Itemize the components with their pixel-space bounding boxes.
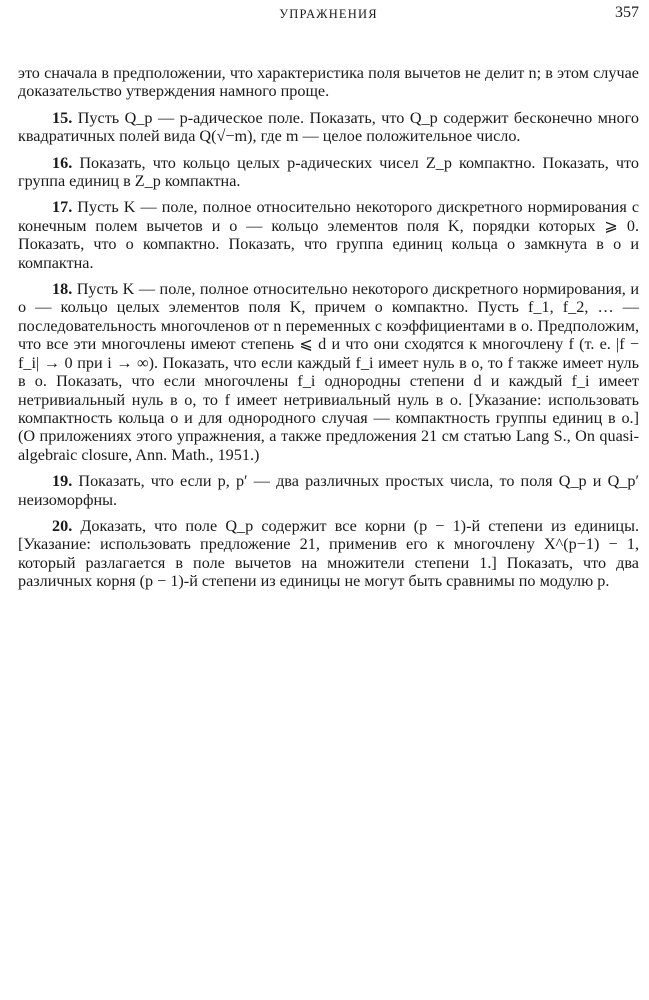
exercise-number: 20. bbox=[52, 516, 73, 535]
exercise-number: 15. bbox=[52, 108, 73, 127]
page-body bbox=[18, 64, 639, 599]
exercise-number: 18. bbox=[52, 280, 73, 299]
exercise-number: 16. bbox=[52, 153, 73, 172]
exercise-20 bbox=[18, 517, 639, 591]
exercise-text: Доказать, что поле Q_p содержит все корни (p − 1)-й степени из единицы. [Указание: использовать предложение 21, применив его к многочлену X^(p−1) − 1, который разлагается в поле вычетов на множители степени 1.] Показать, что два различных корня (p − 1)-й степени из единицы не могут быть сравнимы по модулю p. bbox=[18, 516, 639, 591]
exercise-text: Пусть K — поле, полное относительно некоторого дискретного нормирования, и о — кольцо целых элементов поля K, причем о компактно. Пусть f_1, f_2, … — последовательность многочленов от n переменных с коэффициентами в о. Предположим, что все эти многочлены имеют степень ⩽ d и что они сходятся к многочлену f (т. е. |f − f_i| → 0 при i → ∞). Показать, что если каждый f_i имеет нуль в о, то f также имеет нуль в о. Показать, что если многочлены f_i однородны степени d и каждый f_i имеет нетривиальный нуль в о, то f имеет нетривиальный нуль в о. [Указание: использовать компактность кольца о и для однородного случая — компактность группы единиц в о.] (О приложениях этого упражнения, а также предложения 21 см статью Lang S., On quasi-algebraic closure, Ann. Math., 1951.) bbox=[18, 280, 639, 464]
exercise-18 bbox=[18, 280, 639, 464]
exercise-16 bbox=[18, 154, 639, 191]
exercise-text: Показать, что если p, p′ — два различных простых числа, то поля Q_p и Q_p′ неизоморфны. bbox=[18, 472, 640, 509]
exercise-text: Показать, что кольцо целых p-адических чисел Z_p компактно. Показать, что группа единиц в Z_p компактна. bbox=[18, 153, 640, 191]
exercise-text: Пусть K — поле, полное относительно некоторого дискретного нормирования с конечным полем вычетов и о — кольцо элементов поля K, порядки которых ⩾ 0. Показать, что о компактно. Показать, что группа единиц кольца о замкнута в о и компактна. bbox=[18, 198, 639, 272]
page-number: 357 bbox=[615, 4, 639, 21]
page-header bbox=[18, 4, 639, 26]
intro-paragraph: это сначала в предположении, что характеристика поля вычетов не делит n; в этом случае доказательство утверждения намного проще. bbox=[18, 64, 639, 101]
running-head: УПРАЖНЕНИЯ bbox=[279, 7, 378, 21]
exercise-text: Пусть Q_p — p-адическое поле. Показать, что Q_p содержит бесконечно много квадратичных полей вида Q(√−m), где m — целое положительное число. bbox=[18, 108, 640, 146]
exercise-17 bbox=[18, 198, 639, 272]
exercise-number: 17. bbox=[52, 198, 73, 217]
exercise-19 bbox=[18, 472, 639, 509]
exercise-15 bbox=[18, 109, 639, 146]
exercise-number: 19. bbox=[52, 472, 73, 491]
